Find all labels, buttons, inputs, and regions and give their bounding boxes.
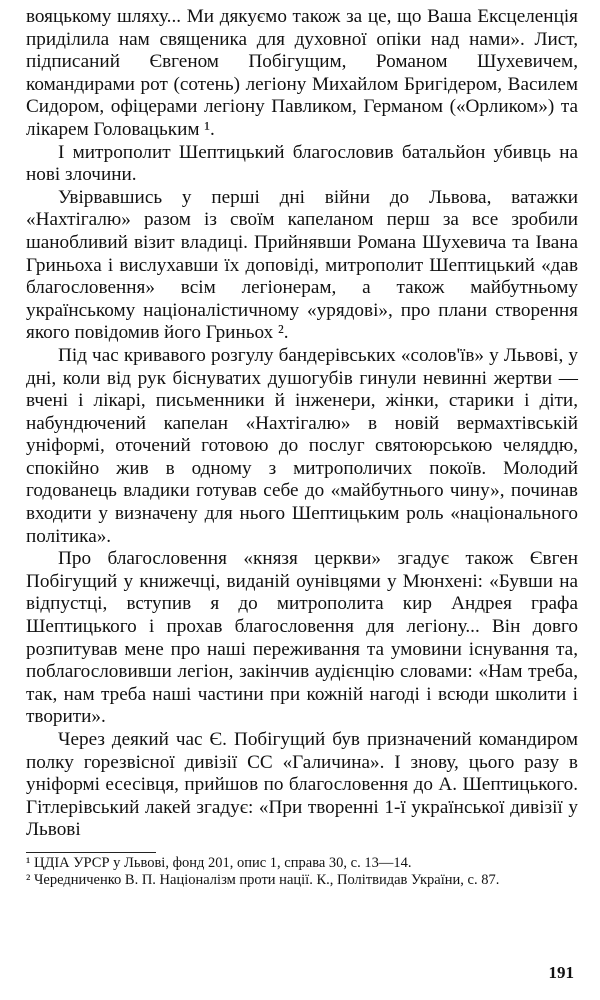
footnote-rule xyxy=(26,852,156,853)
paragraph-2: І митрополит Шептицький благословив батальйон убивць на нові злочини. xyxy=(26,141,578,186)
paragraph-1: вояцькому шляху... Ми дякуємо також за це, що Ваша Ексцеленція приділила нам священика для духовної опіки над нами». Лист, підписаний Євгеном Побігущим, Романом Шухевичем, командирами рот (сотень) легіону Михайлом Бригідером, Василем Сидором, офіцерами легіону Павликом, Германом («Орликом») та лікарем Головацьким ¹. xyxy=(26,6,578,140)
page-number: 191 xyxy=(548,963,574,982)
footnote-1: ¹ ЦДІА УРСР у Львові, фонд 201, опис 1, справа 30, с. 13—14. xyxy=(26,854,412,871)
footnotes xyxy=(26,855,578,889)
paragraph-4: Під час кривавого розгулу бандерівських «солов'їв» у Львові, у дні, коли від рук біснуватих душогубів гинули невинні жертви — вчені і лікарі, письменники й інженери, жінки, старики і діти, набундючений капелан «Нахтігалю» в новій вермахтівській уніформі, оточений готовою до послуг святоюрською челяддю, спокійно жив в одному з митрополичих покоїв. Молодий годованець владики готував себе до «майбутнього чину», починав входити у визначену для нього Шептицьким роль «національного політика». xyxy=(26,344,578,547)
footnote-2: ² Чередниченко В. П. Націоналізм проти нації. К., Політвидав України, с. 87. xyxy=(26,871,500,888)
paragraph-3: Увірвавшись у перші дні війни до Львова, ватажки «Нахтігалю» разом із своїм капеланом перш за все зробили шанобливий візит владиці. Прийнявши Романа Шухевича та Івана Гриньоха і вислухавши їх доповіді, митрополит Шептицький «дав благословення» всім легіонерам, а також майбутньому українському націоналістичному «урядові», про плани створення якого повідомив його Гриньох ². xyxy=(26,186,578,344)
paragraph-6: Через деякий час Є. Побігущий був призначений командиром полку горезвісної дивізії СС «Галичина». І знову, цього разу в уніформі есесівця, прийшов по благословення до А. Шептицького. Гітлерівський лакей згадує: «При творенні 1-ї української дивізії у Львові xyxy=(26,729,578,841)
paragraph-5: Про благословення «князя церкви» згадує також Євген Побігущий у книжечці, виданій оунівцями у Мюнхені: «Бувши на відпустці, вступив я до митрополита кир Андрея графа Шептицького і прохав благословення для легіону... Він довго розпитував мене про наші переживання та умовини існування та, поблагословивши легіон, закінчив аудієнцію словами: «Нам треба, так, нам треба наші частини при кожній нагоді і всюди школити і творити». xyxy=(26,548,578,728)
body-text xyxy=(26,6,578,842)
